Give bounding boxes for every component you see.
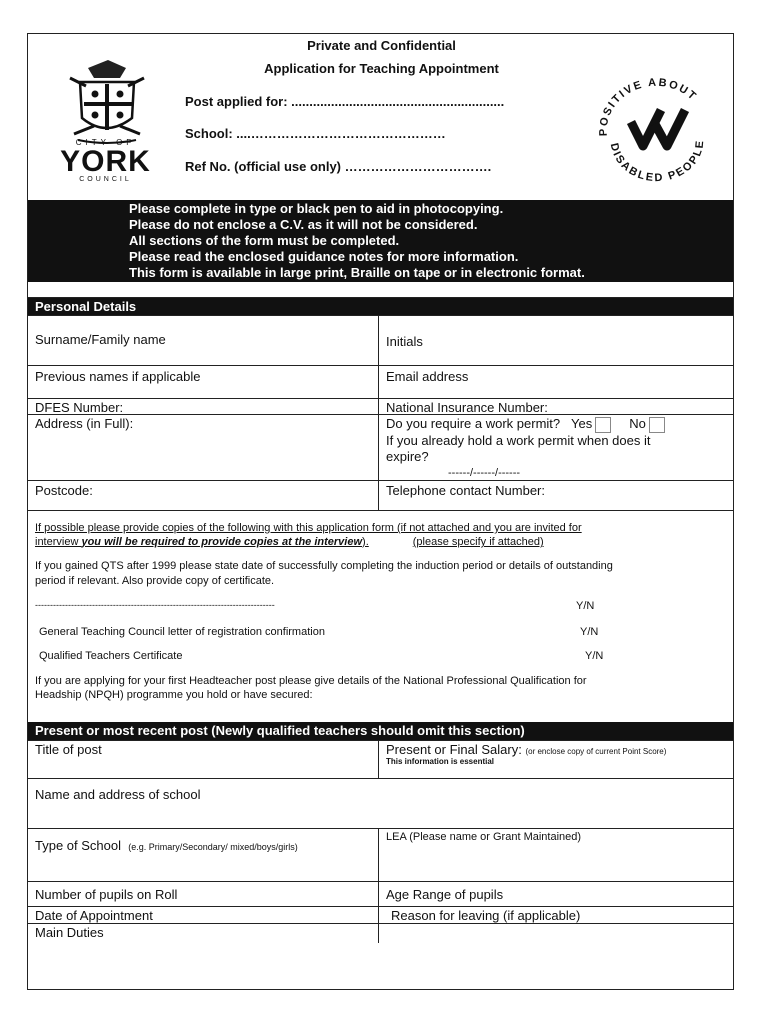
work-permit-question [386,416,665,433]
instruction-line: Please complete in type or black pen to aid in photocopying. [129,201,504,216]
age-range-label: Age Range of pupils [386,887,504,902]
permit-expire-label: If you already hold a work permit when does it [386,433,651,448]
date-of-appointment-label: Date of Appointment [35,908,153,923]
column-divider [378,740,379,778]
lea-label: LEA (Please name or Grant Maintained) [386,831,582,843]
salary-essential-note: This information is essential [386,757,495,766]
present-post-heading: Present or most recent post (Newly qualified teachers should omit this section) [28,722,733,740]
instruction-line: This form is available in large print, Braille on tape or in electronic format. [129,265,585,280]
personal-details-heading: Personal Details [28,298,733,315]
header-confidential: Private and Confidential [307,38,456,53]
logo-city-of: CITY OF [75,138,136,147]
divider [28,778,733,779]
surname-label: Surname/Family name [35,332,166,347]
instruction-line: Please do not enclose a C.V. as it will not be considered. [129,217,478,232]
expire-date-blank: ------/------/------ [448,467,521,479]
no-checkbox[interactable] [649,417,665,433]
type-of-school-label [35,838,298,853]
copies-interview-text: interview [35,536,82,548]
main-duties-label: Main Duties [35,925,104,940]
salary-note: (or enclose copy of current Point Score) [525,747,667,756]
type-school-text: Type of School [35,838,121,853]
yes-checkbox[interactable] [595,417,611,433]
divider [28,906,733,907]
positive-about-disabled-people-logo [593,74,718,189]
divider [28,480,733,481]
work-permit-label: Do you require a work permit? [386,416,561,431]
divider [28,365,733,366]
email-label: Email address [386,369,469,384]
telephone-label: Telephone contact Number: [386,483,545,498]
initials-label: Initials [386,334,423,349]
no-label: No [629,416,646,431]
instructions-box [28,200,733,282]
ni-number-label: National Insurance Number: [386,400,548,415]
gtc-letter-label: General Teaching Council letter of registration confirmation [39,626,325,638]
two-ticks-icon [593,74,718,189]
qts-yn: Y/N [576,600,595,612]
divider [28,923,733,924]
reason-for-leaving-label: Reason for leaving (if applicable) [391,908,581,923]
form-title: Application for Teaching Appointment [264,61,499,76]
gtc-yn: Y/N [580,626,599,638]
school-field: School: ....……………………………………… [185,126,446,141]
instruction-line: All sections of the form must be completed. [129,233,400,248]
logo-disabled-people: DISABLED PEOPLE [607,138,707,185]
divider [28,881,733,882]
qts-instruction-2: period if relevant. Also provide copy of certificate. [35,575,275,587]
logo-positive-about: POSITIVE ABOUT [597,76,700,137]
logo-council: COUNCIL [79,176,132,183]
salary-text: Present or Final Salary: [386,742,522,757]
title-of-post-label: Title of post [35,742,102,757]
divider [28,398,733,399]
postcode-label: Postcode: [35,483,93,498]
copies-instruction-1: If possible please provide copies of the following with this application form (if not attached and you are invited for [35,522,582,534]
yes-label: Yes [570,416,593,431]
npqh-instruction-1: If you are applying for your first Headteacher post please give details of the National Professional Qualification for [35,675,587,687]
specify-if-attached: (please specify if attached) [412,536,544,548]
york-council-logo [48,56,163,186]
type-school-note: (e.g. Primary/Secondary/ mixed/boys/girls) [128,842,298,852]
divider [28,828,733,829]
qualified-teacher-cert-label: Qualified Teachers Certificate [39,650,183,662]
divider [28,414,733,415]
expire-label: expire? [386,449,429,464]
qts-dashes: -------------------------------------------------------------------------------- [35,600,275,610]
divider [28,740,733,741]
ref-no-field: Ref No. (official use only) ……………………………. [185,159,492,174]
post-applied-field: Post applied for: ........................................................... [185,94,505,109]
application-form [27,33,734,990]
copies-required-text: you will be required to provide copies at the interview [81,536,363,548]
copies-instruction-2 [35,536,544,548]
instruction-line: Please read the enclosed guidance notes for more information. [129,249,519,264]
address-label: Address (in Full): [35,416,134,431]
previous-names-label: Previous names if applicable [35,369,201,384]
divider [28,510,733,511]
pupils-on-roll-label: Number of pupils on Roll [35,887,178,902]
qtc-yn: Y/N [585,650,604,662]
school-name-address-label: Name and address of school [35,787,201,802]
divider [28,315,733,316]
npqh-instruction-2: Headship (NPQH) programme you hold or have secured: [35,689,313,701]
logo-york: YORK [60,145,151,178]
salary-label [386,742,666,757]
svg-text:DISABLED PEOPLE [608,139,707,185]
qts-instruction-1: If you gained QTS after 1999 please state date of successfully completing the induction period or details of outstanding [35,560,613,572]
dfes-number-label: DFES Number: [35,400,124,415]
copies-close-paren: ). [362,536,369,548]
column-divider [378,828,379,943]
